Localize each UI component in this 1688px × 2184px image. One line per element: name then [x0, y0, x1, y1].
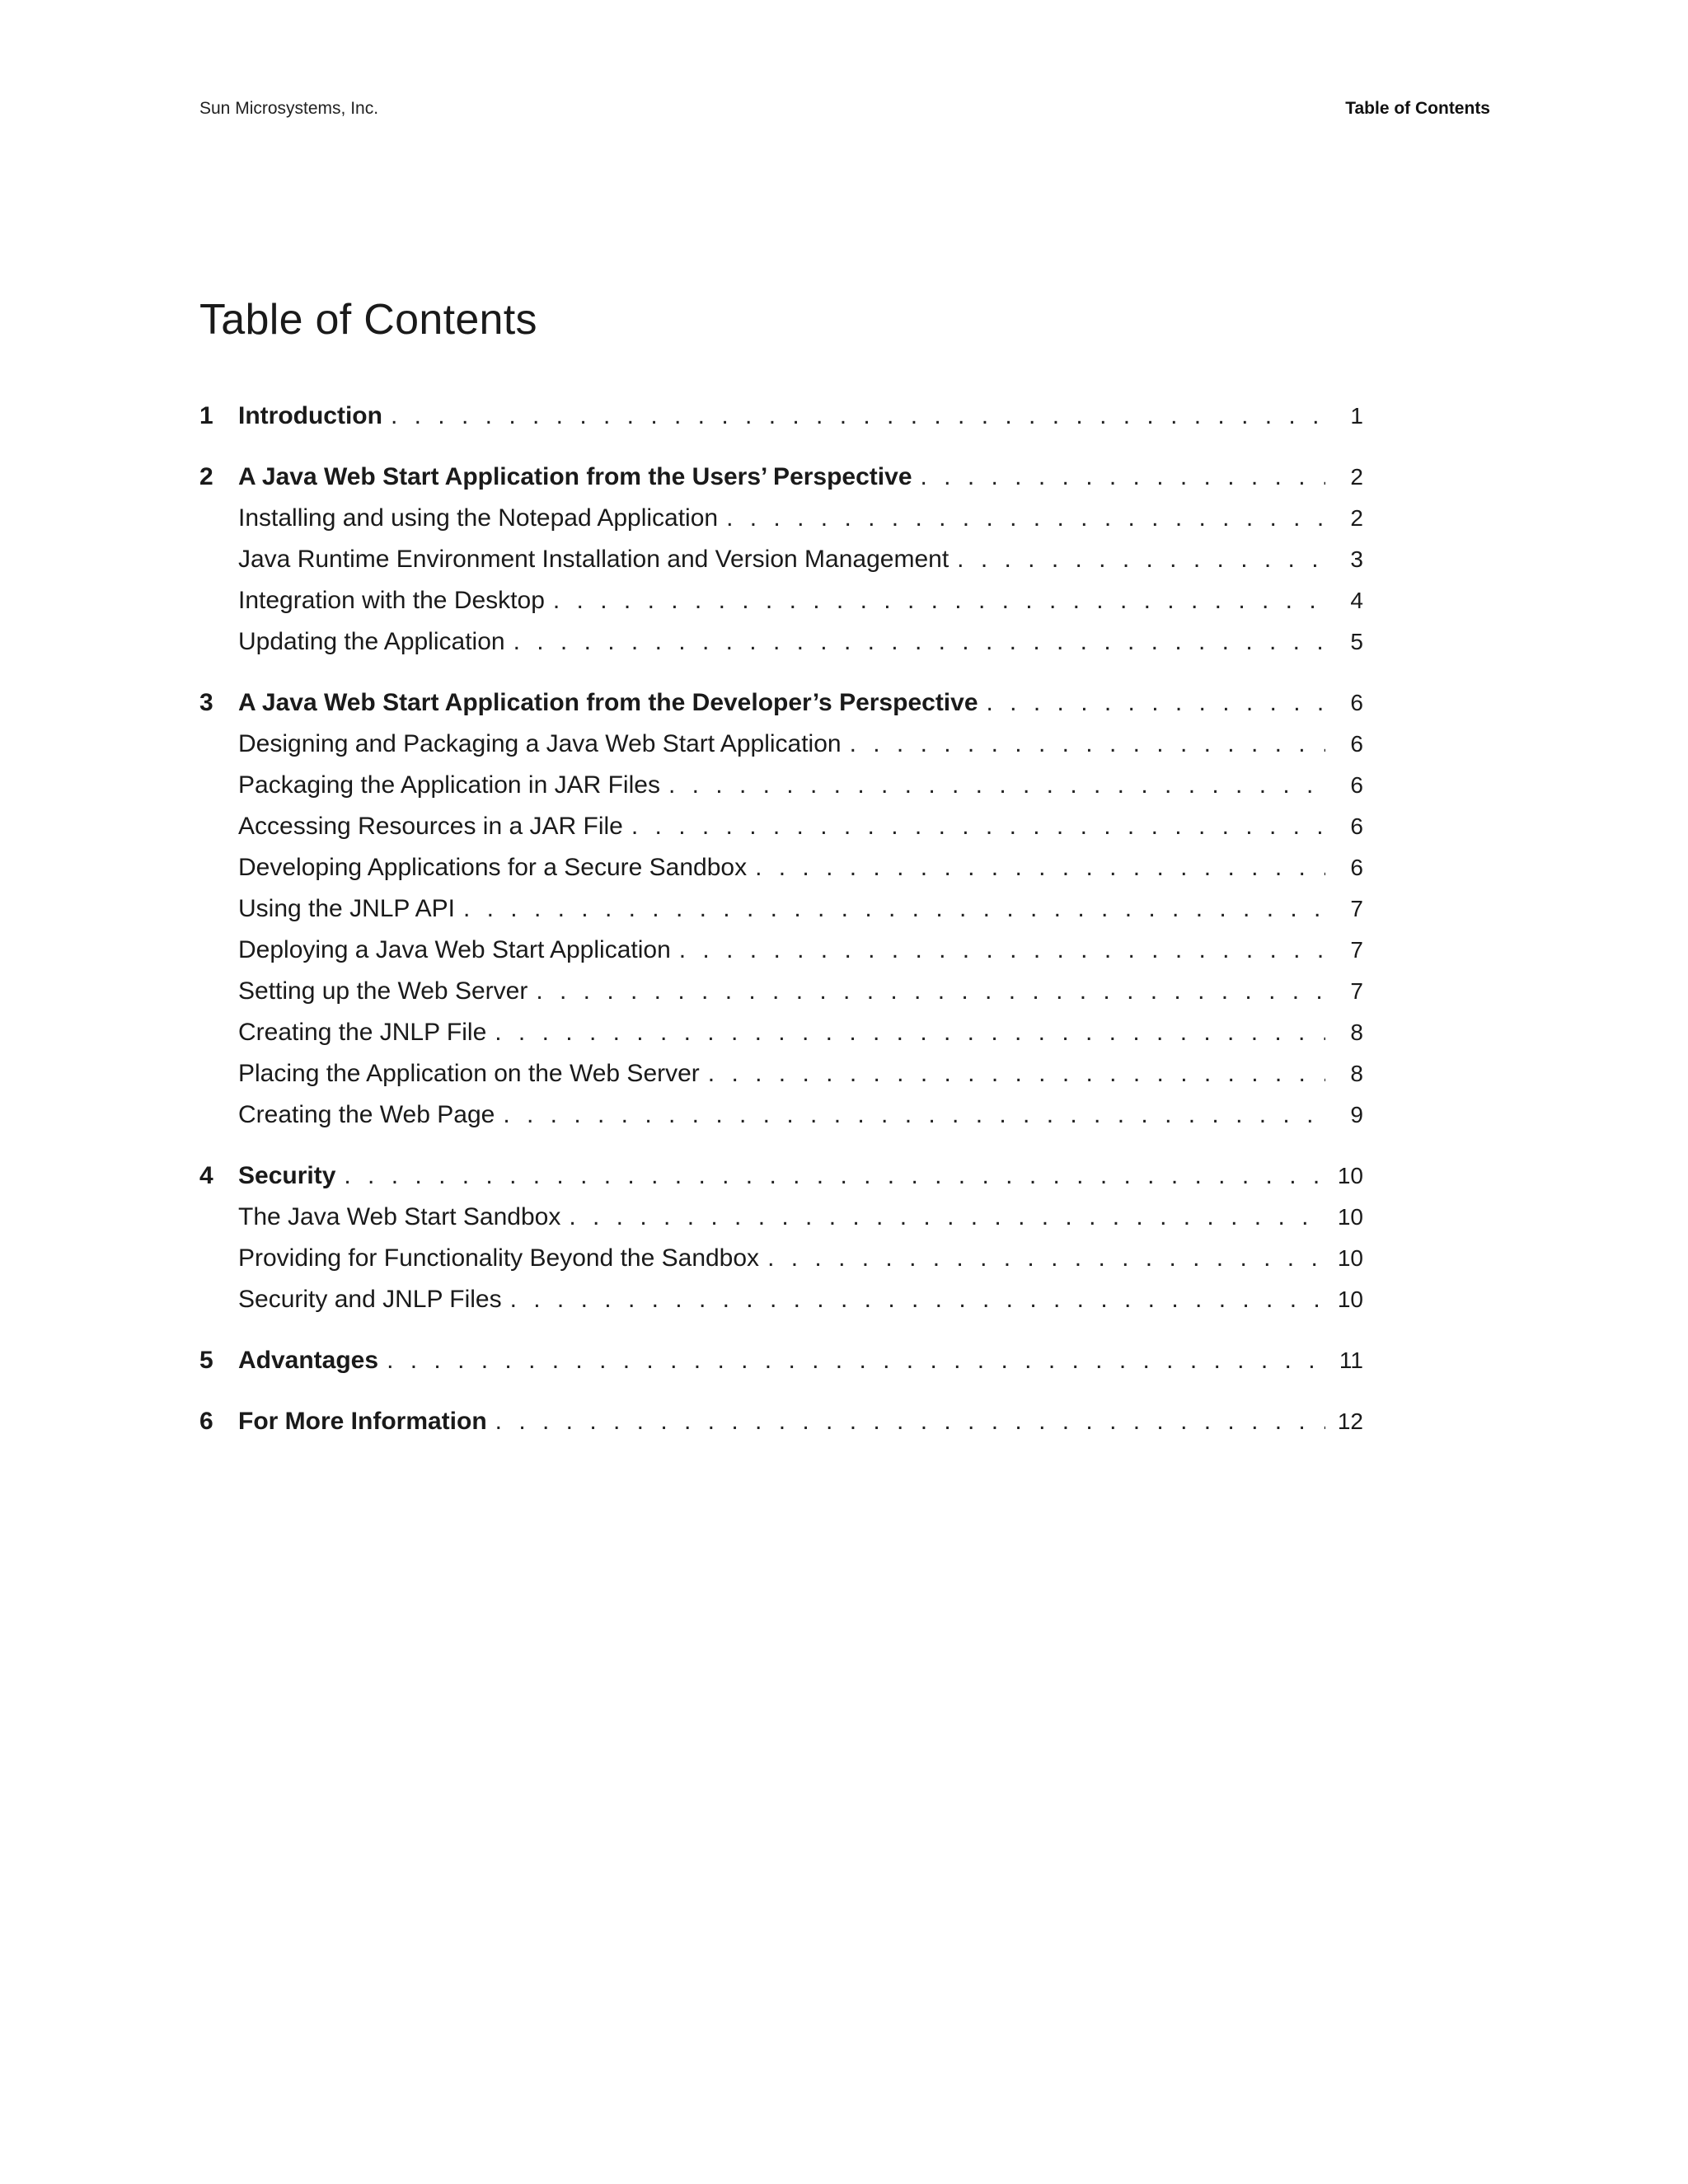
page-title: Table of Contents	[199, 296, 537, 344]
section-title: Deploying a Java Web Start Application	[238, 936, 671, 963]
section-title: Designing and Packaging a Java Web Start Application	[238, 730, 842, 757]
section-title: The Java Web Start Sandbox	[238, 1203, 561, 1230]
toc-section-entry[interactable]	[199, 539, 1363, 580]
dot-leader	[510, 1279, 1325, 1320]
page-number: 2	[1350, 464, 1363, 490]
chapter-number: 2	[199, 463, 213, 490]
page-number: 10	[1337, 1163, 1363, 1188]
dot-leader	[708, 1053, 1325, 1094]
chapter-title: Introduction	[238, 402, 382, 429]
toc-section-entry[interactable]	[199, 847, 1363, 888]
page-number: 7	[1350, 896, 1363, 921]
page-number: 2	[1350, 505, 1363, 531]
dot-leader	[513, 621, 1325, 663]
toc-section-entry[interactable]	[199, 1012, 1363, 1053]
dot-leader	[553, 580, 1325, 621]
toc-chapter	[199, 682, 1363, 1136]
dot-leader	[495, 1012, 1325, 1053]
chapter-number: 4	[199, 1162, 213, 1189]
page-number: 11	[1339, 1347, 1363, 1373]
toc-chapter	[199, 1340, 1363, 1381]
toc-section-entry[interactable]	[199, 1053, 1363, 1094]
page-number: 3	[1350, 546, 1363, 572]
page-number: 6	[1350, 772, 1363, 798]
toc-section-entry[interactable]	[199, 888, 1363, 930]
running-header-section: Table of Contents	[1345, 99, 1490, 118]
page-number: 6	[1350, 690, 1363, 715]
chapter-title: Advantages	[238, 1347, 379, 1374]
section-title: Accessing Resources in a JAR File	[238, 813, 623, 840]
toc-chapter	[199, 1401, 1363, 1442]
toc-section-entry[interactable]	[199, 580, 1363, 621]
page-number: 10	[1337, 1204, 1363, 1230]
toc-section-entry[interactable]	[199, 765, 1363, 806]
section-title: Providing for Functionality Beyond the Sandbox	[238, 1244, 760, 1272]
section-title: Using the JNLP API	[238, 895, 455, 922]
toc-chapter-entry[interactable]	[199, 396, 1363, 437]
toc-chapter-entry[interactable]	[199, 1155, 1363, 1197]
section-title: Setting up the Web Server	[238, 977, 528, 1005]
dot-leader	[569, 1197, 1325, 1238]
table-of-contents	[199, 396, 1363, 1462]
dot-leader	[850, 724, 1325, 765]
chapter-title: For More Information	[238, 1408, 487, 1435]
toc-section-entry[interactable]	[199, 1197, 1363, 1238]
section-title: Security and JNLP Files	[238, 1286, 502, 1313]
toc-section-entry[interactable]	[199, 1238, 1363, 1279]
chapter-title: Security	[238, 1162, 336, 1189]
dot-leader	[344, 1155, 1325, 1197]
dot-leader	[391, 396, 1325, 437]
toc-chapter-entry[interactable]	[199, 1401, 1363, 1442]
dot-leader	[679, 930, 1325, 971]
dot-leader	[987, 682, 1325, 724]
dot-leader	[463, 888, 1325, 930]
page-number: 6	[1350, 731, 1363, 757]
section-title: Developing Applications for a Secure Sandbox	[238, 854, 748, 881]
toc-chapter-entry[interactable]	[199, 1340, 1363, 1381]
toc-section-entry[interactable]	[199, 930, 1363, 971]
toc-section-entry[interactable]	[199, 806, 1363, 847]
page-number: 8	[1350, 1061, 1363, 1086]
page-number: 1	[1350, 403, 1363, 429]
page-number: 6	[1350, 855, 1363, 880]
dot-leader	[503, 1094, 1325, 1136]
dot-leader	[921, 457, 1326, 498]
dot-leader	[668, 765, 1325, 806]
dot-leader	[536, 971, 1325, 1012]
dot-leader	[957, 539, 1325, 580]
section-title: Creating the JNLP File	[238, 1019, 487, 1046]
page-number: 10	[1337, 1245, 1363, 1271]
section-title: Creating the Web Page	[238, 1101, 495, 1128]
dot-leader	[495, 1401, 1325, 1442]
page-number: 7	[1350, 978, 1363, 1004]
toc-section-entry[interactable]	[199, 621, 1363, 663]
chapter-title: A Java Web Start Application from the Developer’s Perspective	[238, 689, 978, 716]
toc-chapter	[199, 457, 1363, 663]
toc-section-entry[interactable]	[199, 724, 1363, 765]
toc-chapter	[199, 1155, 1363, 1320]
section-title: Updating the Application	[238, 628, 505, 655]
chapter-title: A Java Web Start Application from the Users’ Perspective	[238, 463, 912, 490]
toc-chapter-entry[interactable]	[199, 682, 1363, 724]
toc-section-entry[interactable]	[199, 1094, 1363, 1136]
chapter-number: 5	[199, 1347, 213, 1374]
page-number: 4	[1350, 588, 1363, 613]
section-title: Placing the Application on the Web Server	[238, 1060, 700, 1087]
chapter-number: 1	[199, 402, 213, 429]
running-header-company: Sun Microsystems, Inc.	[199, 99, 379, 118]
toc-chapter	[199, 396, 1363, 437]
page-number: 5	[1350, 629, 1363, 654]
page-number: 6	[1350, 813, 1363, 839]
page-number: 9	[1350, 1102, 1363, 1127]
toc-section-entry[interactable]	[199, 498, 1363, 539]
page-number: 10	[1337, 1286, 1363, 1312]
dot-leader	[387, 1340, 1325, 1381]
page-number: 12	[1337, 1408, 1363, 1434]
dot-leader	[755, 847, 1325, 888]
toc-section-entry[interactable]	[199, 1279, 1363, 1320]
dot-leader	[726, 498, 1325, 539]
chapter-number: 3	[199, 689, 213, 716]
toc-section-entry[interactable]	[199, 971, 1363, 1012]
page-number: 8	[1350, 1019, 1363, 1045]
dot-leader	[631, 806, 1325, 847]
toc-chapter-entry[interactable]	[199, 457, 1363, 498]
page-number: 7	[1350, 937, 1363, 963]
section-title: Installing and using the Notepad Application	[238, 504, 719, 532]
section-title: Packaging the Application in JAR Files	[238, 771, 660, 799]
section-title: Integration with the Desktop	[238, 587, 545, 614]
section-title: Java Runtime Environment Installation and Version Management	[238, 546, 950, 573]
dot-leader	[767, 1238, 1325, 1279]
chapter-number: 6	[199, 1408, 213, 1435]
